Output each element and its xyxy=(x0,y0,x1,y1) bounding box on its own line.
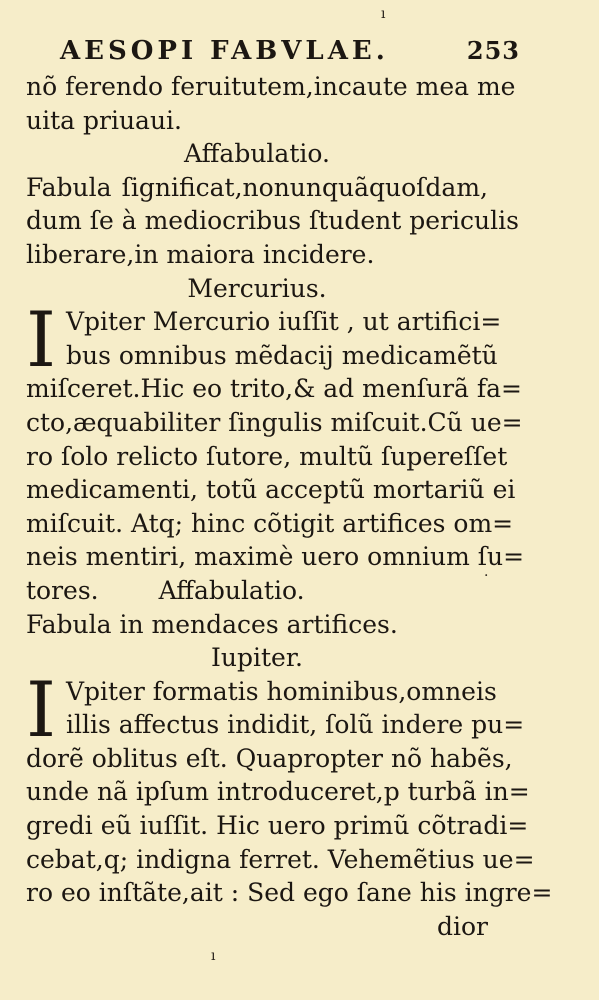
text-line: cto,æquabiliter ſingulis miſcuit.Cũ ue= xyxy=(26,407,523,437)
text-line: liberare,in maiora incidere. xyxy=(26,239,375,269)
running-title: AESOPI FABVLAE. xyxy=(60,36,389,66)
fable-paragraph xyxy=(26,295,525,607)
bottom-mark: ı xyxy=(211,948,216,964)
text-line xyxy=(26,574,488,608)
text-line: Vpiter formatis hominibus,omneis xyxy=(66,676,497,706)
page-number: 253 xyxy=(466,36,520,65)
text-line: bus omnibus mẽdacij medicamẽtũ xyxy=(66,340,498,370)
section-heading: Affabulatio. xyxy=(184,139,330,169)
fable-paragraph xyxy=(26,664,553,944)
text-line: medicamenti, totũ acceptũ mortariũ ei xyxy=(26,475,516,505)
fable-title: Iupiter. xyxy=(211,643,303,673)
text-fragment: tores. xyxy=(26,575,99,605)
text-line: uita priuaui. xyxy=(26,105,182,135)
text-line: Fabula ſignificat,nonunquãquoſdam, xyxy=(26,172,488,202)
fable-title: Mercurius. xyxy=(187,273,327,303)
text-line: nõ ferendo feruitutem,incaute mea me xyxy=(26,72,516,101)
text-line: miſcuit. Atq; hinc cõtigit artifices om= xyxy=(26,508,514,538)
text-line: unde nã ipſum introduceret,p turbã in= xyxy=(26,777,530,807)
text-line: ro eo inſtãte,ait : Sed ego ſane his ingre= xyxy=(26,878,553,908)
text-line: cebat,q; indigna ferret. Vehemẽtius ue= xyxy=(26,844,535,874)
text-line: neis mentiri, maximè uero omnium ſu= xyxy=(26,542,525,572)
text-line: dorẽ oblitus eſt. Quapropter nõ habẽs, xyxy=(26,743,513,773)
text-line: dum ſe à mediocribus ſtudent periculis xyxy=(26,206,519,236)
text-line: illis affectus indidit, ſolũ indere pu= xyxy=(66,710,525,740)
text-line: Vpiter Mercurio iuſſit , ut artifici= xyxy=(66,307,502,337)
page-body xyxy=(26,70,553,943)
text-line: ro ſolo relicto ſutore, multũ ſupereſſet xyxy=(26,441,508,471)
margin-mark: · xyxy=(484,568,489,584)
section-heading: Affabulatio. xyxy=(158,575,305,605)
text-line: gredi eũ iuſſit. Hic uero primũ cõtradi= xyxy=(26,811,529,841)
top-mark: ı xyxy=(381,6,386,22)
running-header xyxy=(60,36,520,66)
drop-capital: I xyxy=(26,664,57,754)
text-line: miſceret.Hic eo trito,& ad menſurã fa= xyxy=(26,374,522,404)
text-line: Fabula in mendaces artifices. xyxy=(26,609,398,639)
drop-capital: I xyxy=(26,295,57,385)
catchword: dior xyxy=(436,911,488,941)
